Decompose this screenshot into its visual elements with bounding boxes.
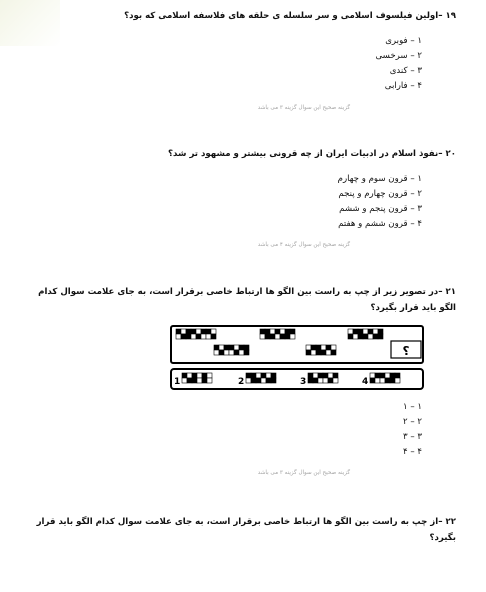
pattern-cell — [244, 345, 249, 350]
option[interactable]: ۳ – قرون پنجم و ششم — [339, 204, 422, 214]
pattern-cell — [182, 373, 187, 378]
pattern-cell — [176, 334, 181, 339]
pattern-cell — [239, 345, 244, 350]
pattern-cell — [229, 350, 234, 355]
pattern-cell — [331, 350, 336, 355]
pattern-cell — [285, 334, 290, 339]
pattern-cell — [290, 329, 295, 334]
pattern-cell — [256, 373, 261, 378]
pattern-cell — [390, 378, 395, 383]
pattern-cell — [219, 345, 224, 350]
option[interactable]: ۳ – ۳ — [402, 432, 422, 442]
pattern-cell — [187, 373, 192, 378]
pattern-cell — [385, 378, 390, 383]
pattern-cell — [328, 373, 333, 378]
question-19-text: ۱۹ –اولین فیلسوف اسلامی و سر سلسله ی حلقه های فلاسفه اسلامی که بود؟ — [124, 11, 456, 21]
pattern-cell — [395, 378, 400, 383]
pattern-cell — [196, 334, 201, 339]
page-corner-shade — [0, 0, 60, 46]
pattern-cell — [285, 329, 290, 334]
option[interactable]: ۲ – قرون چهارم و پنجم — [338, 189, 422, 199]
option[interactable]: ۲ – سرخسی — [375, 51, 422, 61]
answer-note-19: گزینه صحیح این سوال گزینه ۳ می باشد — [257, 105, 350, 111]
answer-label-1: 1 — [174, 377, 181, 387]
pattern-cell — [187, 378, 192, 383]
pattern-cell — [197, 373, 202, 378]
answer-label-3: 3 — [300, 377, 307, 387]
pattern-figure — [170, 325, 424, 395]
pattern-cell — [251, 373, 256, 378]
pattern-cell — [363, 334, 368, 339]
pattern-cell — [192, 378, 197, 383]
answer-note-21: گزینه صحیح این سوال گزینه ۳ می باشد — [257, 470, 350, 476]
pattern-cell — [318, 373, 323, 378]
pattern-cell — [266, 373, 271, 378]
pattern-cell — [375, 373, 380, 378]
question-22-text: ۲۲ –از چپ به راست بین الگو ها ارتباط خاصی برقرار است، به جای علامت سوال کدام الگو باید قرار بگیرد؟ — [36, 517, 456, 543]
answer-label-2: 2 — [238, 377, 245, 387]
option[interactable]: ۱ – قرون سوم و چهارم — [337, 174, 422, 184]
pattern-cell — [191, 329, 196, 334]
pattern-cell — [370, 378, 375, 383]
pattern-cell — [378, 329, 383, 334]
question-21-options — [403, 400, 422, 460]
pattern-cell — [323, 373, 328, 378]
pattern-cell — [202, 373, 207, 378]
pattern-cell — [202, 378, 207, 383]
pattern-cell — [333, 373, 338, 378]
answer-note-20: گزینه صحیح این سوال گزینه ۴ می باشد — [257, 242, 350, 248]
pattern-cell — [326, 350, 331, 355]
pattern-cell — [182, 378, 187, 383]
pattern-cell — [331, 345, 336, 350]
pattern-cell — [348, 329, 353, 334]
option[interactable]: ۴ – قرون ششم و هفتم — [338, 219, 422, 229]
pattern-cell — [246, 378, 251, 383]
pattern-figure-svg — [170, 325, 424, 391]
pattern-cell — [275, 334, 280, 339]
pattern-cell — [326, 345, 331, 350]
pattern-cell — [353, 334, 358, 339]
pattern-cell — [271, 373, 276, 378]
pattern-cell — [275, 329, 280, 334]
answer-label-4: 4 — [362, 377, 369, 387]
pattern-cell — [256, 378, 261, 383]
pattern-cell — [219, 350, 224, 355]
pattern-cell — [316, 350, 321, 355]
pattern-cell — [265, 329, 270, 334]
pattern-cell — [368, 329, 373, 334]
pattern-cell — [201, 329, 206, 334]
pattern-cell — [318, 378, 323, 383]
pattern-cell — [375, 378, 380, 383]
pattern-cell — [373, 329, 378, 334]
pattern-cell — [385, 373, 390, 378]
pattern-cell — [316, 345, 321, 350]
pattern-cell — [348, 334, 353, 339]
pattern-cell — [270, 329, 275, 334]
pattern-cell — [229, 345, 234, 350]
pattern-cell — [380, 373, 385, 378]
pattern-cell — [313, 373, 318, 378]
pattern-cell — [311, 350, 316, 355]
pattern-cell — [251, 378, 256, 383]
pattern-cell — [207, 378, 212, 383]
option[interactable]: ۱ – ۱ — [402, 402, 422, 412]
pattern-cell — [358, 329, 363, 334]
pattern-cell — [211, 334, 216, 339]
option[interactable]: ۴ – ۴ — [402, 447, 422, 457]
option[interactable]: ۳ – کندی — [389, 66, 422, 76]
pattern-cell — [373, 334, 378, 339]
pattern-cell — [333, 378, 338, 383]
pattern-cell — [261, 373, 266, 378]
pattern-cell — [321, 350, 326, 355]
pattern-cell — [191, 334, 196, 339]
pattern-cell — [260, 334, 265, 339]
pattern-cell — [311, 345, 316, 350]
question-21-text: ۲۱ –در تصویر زیر از چپ به راست بین الگو ها ارتباط خاصی برقرار است، به جای علامت سوال کدام الگو باید قرار بگیرد؟ — [38, 287, 456, 313]
pattern-cell — [181, 334, 186, 339]
pattern-cell — [265, 334, 270, 339]
pattern-cell — [196, 329, 201, 334]
pattern-cell — [313, 378, 318, 383]
option[interactable]: ۱ – فوبری — [385, 36, 422, 46]
pattern-cell — [206, 329, 211, 334]
pattern-cell — [176, 329, 181, 334]
pattern-cell — [395, 373, 400, 378]
pattern-cell — [390, 373, 395, 378]
question-20-options — [338, 172, 422, 232]
pattern-cell — [368, 334, 373, 339]
pattern-cell — [308, 373, 313, 378]
pattern-cell — [308, 378, 313, 383]
pattern-cell — [211, 329, 216, 334]
pattern-cell — [246, 373, 251, 378]
pattern-cell — [261, 378, 266, 383]
pattern-cell — [201, 334, 206, 339]
pattern-cell — [270, 334, 275, 339]
pattern-cell — [239, 350, 244, 355]
option[interactable]: ۲ – ۲ — [402, 417, 422, 427]
pattern-cell — [197, 378, 202, 383]
pattern-cell — [266, 378, 271, 383]
pattern-cell — [370, 373, 375, 378]
pattern-cell — [323, 378, 328, 383]
pattern-cell — [214, 345, 219, 350]
pattern-cell — [380, 378, 385, 383]
pattern-cell — [306, 350, 311, 355]
pattern-cell — [280, 329, 285, 334]
question-mark: ؟ — [402, 344, 410, 358]
pattern-cell — [328, 378, 333, 383]
question-19-options — [376, 34, 422, 94]
pattern-cell — [192, 373, 197, 378]
pattern-cell — [214, 350, 219, 355]
pattern-cell — [321, 345, 326, 350]
pattern-cell — [260, 329, 265, 334]
pattern-cell — [378, 334, 383, 339]
pattern-cell — [306, 345, 311, 350]
pattern-cell — [280, 334, 285, 339]
pattern-cell — [181, 329, 186, 334]
option[interactable]: ۴ – فارابی — [384, 81, 422, 91]
pattern-cell — [224, 345, 229, 350]
pattern-cell — [244, 350, 249, 355]
pattern-cell — [363, 329, 368, 334]
pattern-cell — [206, 334, 211, 339]
question-20-text: ۲۰ –نفوذ اسلام در ادبیات ایران از چه قرونی بیشتر و مشهود تر شد؟ — [168, 149, 456, 159]
pattern-cell — [358, 334, 363, 339]
pattern-cell — [290, 334, 295, 339]
pattern-cell — [353, 329, 358, 334]
pattern-cell — [271, 378, 276, 383]
pattern-cell — [207, 373, 212, 378]
pattern-cell — [234, 350, 239, 355]
pattern-cell — [234, 345, 239, 350]
pattern-cell — [186, 329, 191, 334]
pattern-cell — [224, 350, 229, 355]
pattern-cell — [186, 334, 191, 339]
